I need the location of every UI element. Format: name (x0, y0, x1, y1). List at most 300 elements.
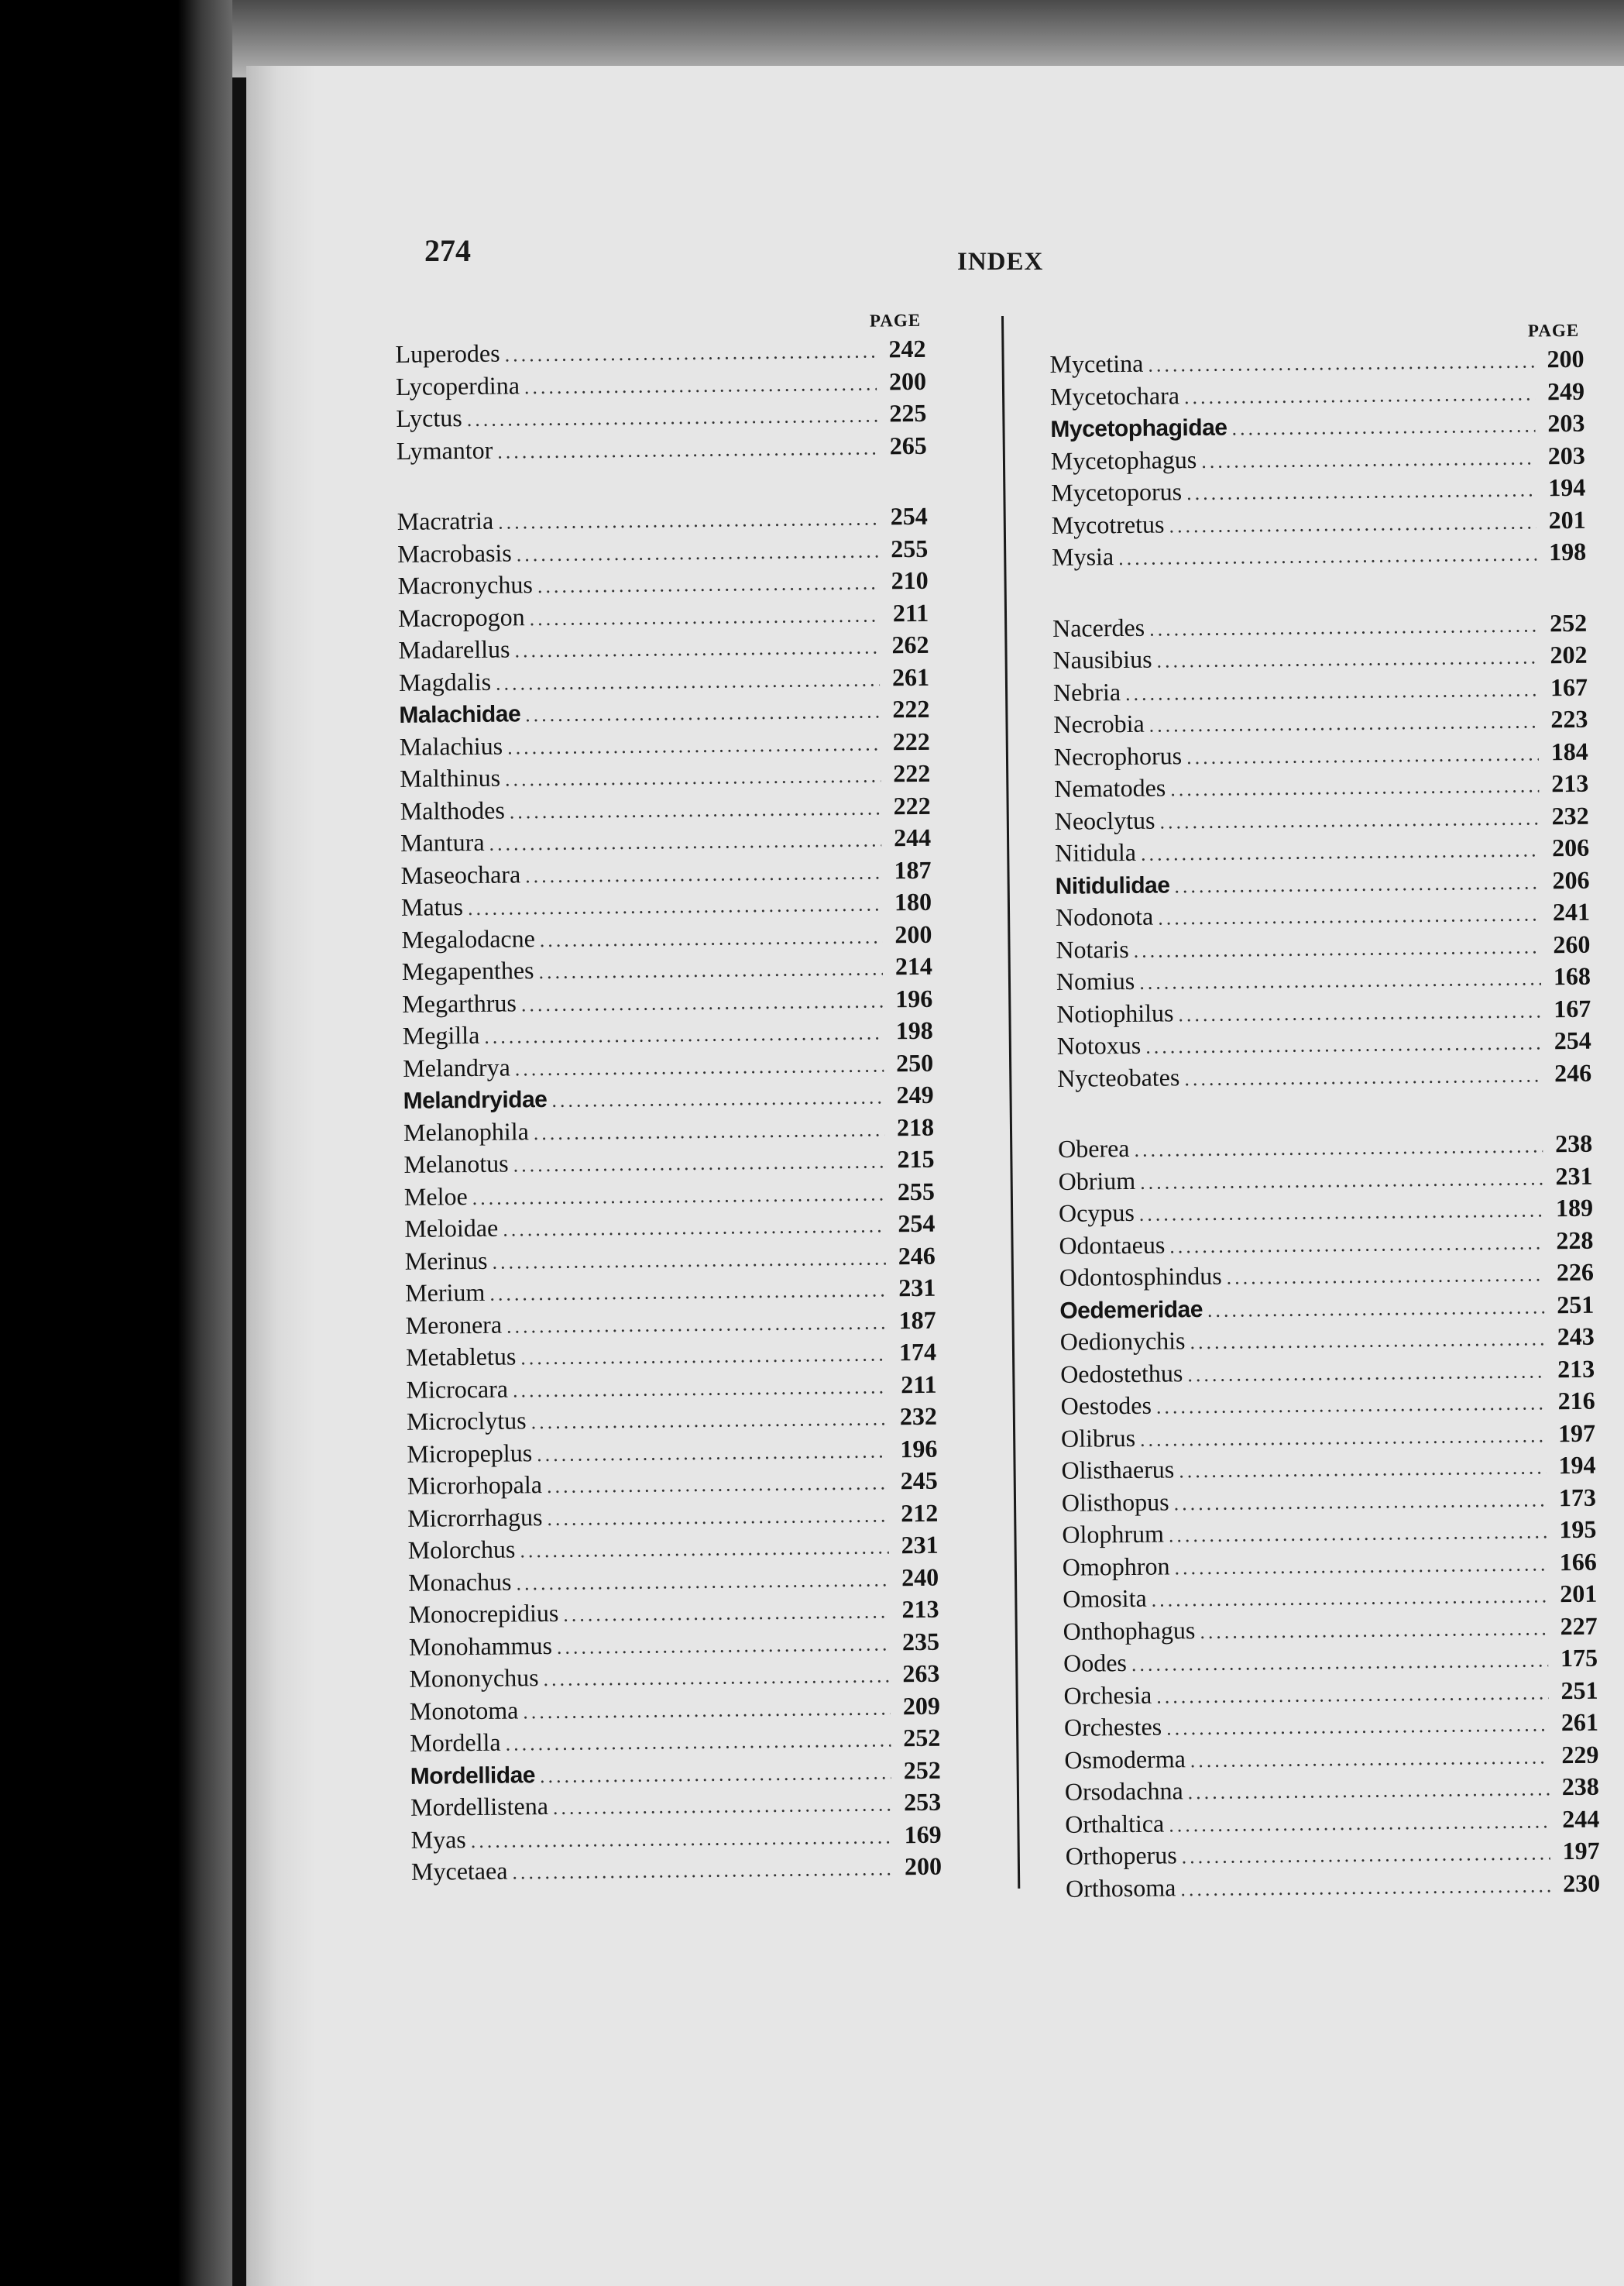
genus-name: Nausibius (1052, 645, 1152, 674)
genus-name: Olisthopus (1061, 1487, 1169, 1517)
dot-leader (1141, 834, 1540, 870)
index-entry (1062, 1514, 1596, 1552)
index-entry (1061, 1417, 1595, 1455)
dot-leader (1174, 866, 1540, 902)
genus-name: Lymantor (396, 435, 493, 465)
page-ref: 263 (902, 1659, 940, 1688)
index-entry (405, 1239, 936, 1277)
dot-leader (1149, 609, 1537, 645)
index-entry (1059, 1288, 1594, 1326)
page-ref: 249 (1547, 376, 1585, 405)
dot-leader (525, 856, 882, 892)
index-entry (396, 365, 926, 403)
dot-leader (1181, 1837, 1550, 1872)
page-ref: 213 (901, 1594, 939, 1624)
dot-leader (505, 1724, 891, 1760)
genus-name: Mysia (1051, 542, 1114, 571)
genus-name: Nycteobates (1057, 1062, 1180, 1092)
index-entry (1053, 703, 1588, 741)
dot-leader (537, 1435, 888, 1470)
page-ref: 228 (1556, 1226, 1594, 1254)
index-entry (409, 1658, 939, 1696)
dot-leader (1156, 1387, 1546, 1423)
index-entry (409, 1625, 939, 1663)
page-ref: 255 (891, 534, 929, 562)
dot-leader (1148, 705, 1538, 741)
genus-name: Microclytus (406, 1406, 527, 1435)
page-ref: 215 (897, 1144, 935, 1174)
page-ref: 261 (1560, 1707, 1599, 1737)
index-entry (398, 629, 929, 667)
genus-name: Myas (410, 1824, 466, 1854)
page-ref: 194 (1558, 1450, 1596, 1480)
genus-name: Nodonota (1055, 902, 1154, 931)
index-entry (403, 1143, 934, 1181)
dot-leader (517, 535, 879, 570)
index-entry (1065, 1771, 1599, 1809)
index-entry (1059, 1192, 1593, 1230)
index-entry (1055, 832, 1589, 870)
page-ref: 223 (1550, 704, 1588, 734)
genus-name: Lycoperdina (395, 370, 520, 400)
index-entry (400, 822, 931, 860)
entry-list-left (395, 333, 942, 1889)
scan-edge-left (0, 0, 232, 2286)
dot-leader (1156, 641, 1537, 677)
page-ref: 180 (894, 887, 932, 916)
genus-name: Oestodes (1060, 1391, 1152, 1420)
dot-leader (1158, 898, 1540, 934)
dot-leader (547, 1466, 888, 1502)
page-ref: 254 (1554, 1026, 1591, 1055)
index-entry (397, 565, 928, 603)
dot-leader (489, 823, 881, 860)
index-entry (407, 1401, 937, 1439)
page-ref: 265 (889, 431, 927, 459)
index-entry (410, 1818, 941, 1856)
dot-leader (497, 431, 877, 468)
genus-name: Odontosphindus (1059, 1261, 1222, 1291)
genus-name: Notiophilus (1056, 998, 1174, 1028)
index-entry (1064, 1738, 1598, 1776)
index-entry (1055, 864, 1589, 902)
index-entry (401, 886, 932, 924)
page-ref: 231 (898, 1273, 936, 1302)
page-ref: 202 (1550, 640, 1588, 669)
dot-leader (504, 335, 876, 371)
dot-leader (1169, 1805, 1550, 1841)
page-ref: 225 (889, 398, 927, 428)
genus-name: Molorchus (407, 1535, 516, 1564)
index-entry (401, 918, 932, 956)
genus-name: Mononychus (409, 1663, 539, 1693)
genus-name: Megalodacne (401, 923, 535, 954)
page-ref: 213 (1551, 768, 1589, 798)
dot-leader (467, 399, 877, 435)
genus-name: Monohammus (408, 1631, 553, 1661)
index-entry (1053, 671, 1588, 709)
genus-name: Orthoperus (1065, 1841, 1177, 1870)
dot-leader (503, 1209, 886, 1246)
page-ref: 196 (895, 984, 933, 1012)
genus-name: Monocrepidius (408, 1598, 559, 1628)
dot-leader (1125, 673, 1538, 710)
index-entry (403, 1111, 934, 1149)
index-entry (403, 1047, 933, 1085)
running-head: INDEX (957, 248, 1044, 276)
page-ref: 198 (1548, 537, 1587, 566)
dot-leader (1186, 737, 1539, 773)
index-entry (407, 1432, 937, 1470)
dot-leader (505, 759, 881, 796)
index-entry (404, 1208, 935, 1246)
index-entry (1056, 896, 1590, 934)
index-entry (1052, 639, 1587, 677)
index-entry (1052, 504, 1586, 541)
index-entry (410, 1690, 940, 1727)
dot-leader (1156, 1676, 1549, 1713)
dot-leader (537, 566, 879, 602)
index-entry (404, 1175, 935, 1213)
genus-name: Mordella (410, 1727, 501, 1757)
index-entry (405, 1272, 936, 1310)
dot-leader (515, 1049, 884, 1085)
dot-leader (1140, 1419, 1546, 1456)
page-ref: 246 (898, 1241, 936, 1270)
dot-leader (512, 1852, 892, 1889)
page-ref: 201 (1560, 1579, 1598, 1608)
page-ref: 222 (893, 791, 931, 820)
genus-name: Oodes (1063, 1648, 1128, 1677)
dot-leader (1169, 1226, 1544, 1263)
page-ref: 250 (895, 1048, 934, 1077)
dot-leader (520, 1531, 889, 1566)
index-entry (407, 1465, 938, 1503)
page-ref: 245 (900, 1466, 938, 1495)
page-ref: 255 (897, 1177, 936, 1205)
dot-leader (1190, 1322, 1545, 1358)
index-entry (1063, 1545, 1597, 1583)
dot-leader (1151, 1580, 1547, 1616)
page-ref: 206 (1552, 865, 1590, 894)
genus-name: Orchestes (1063, 1712, 1162, 1741)
dot-leader (547, 1499, 888, 1535)
genus-name: Megilla (402, 1020, 480, 1050)
genus-name: Lyctus (396, 404, 462, 432)
genus-name: Nomius (1056, 966, 1135, 995)
index-entry (1063, 1610, 1597, 1648)
page-ref: 253 (903, 1787, 942, 1817)
index-entry (397, 500, 928, 538)
index-entry (410, 1722, 940, 1760)
page-ref: 167 (1550, 672, 1588, 701)
page-ref: 249 (896, 1080, 934, 1109)
genus-name: Meloidae (404, 1213, 499, 1243)
dot-leader (1184, 377, 1535, 413)
family-name: Melandryidae (403, 1087, 548, 1114)
genus-name: Nematodes (1054, 773, 1166, 803)
dot-leader (529, 599, 879, 634)
index-entry (405, 1304, 936, 1342)
genus-name: Nebria (1052, 677, 1121, 706)
page-ref: 166 (1559, 1547, 1597, 1576)
genus-name: Maseochara (400, 859, 521, 889)
genus-name: Melanophila (403, 1116, 529, 1146)
dot-leader (1148, 345, 1535, 381)
dot-leader (1186, 473, 1536, 509)
dot-leader (516, 1563, 889, 1600)
genus-name: Onthophagus (1063, 1615, 1196, 1645)
page-ref: 218 (896, 1112, 935, 1141)
genus-name: Mycetophagus (1050, 445, 1197, 475)
index-entry (1056, 992, 1591, 1030)
index-entry (1063, 1642, 1598, 1680)
index-entry (1064, 1707, 1598, 1745)
index-entry (1057, 1057, 1591, 1095)
genus-name: Matus (400, 892, 464, 921)
index-entry (1056, 928, 1590, 966)
page-ref: 226 (1556, 1257, 1595, 1287)
dot-leader (551, 1081, 884, 1116)
dot-leader (1184, 1059, 1542, 1095)
page-ref: 197 (1557, 1418, 1596, 1447)
index-entry (1059, 1224, 1593, 1262)
dot-leader (521, 985, 884, 1020)
page-ref: 213 (1557, 1354, 1595, 1383)
page-ref: 209 (902, 1691, 941, 1720)
dot-leader (484, 1016, 884, 1053)
page-ref: 197 (1562, 1836, 1600, 1865)
index-entry (408, 1561, 939, 1599)
dot-leader (471, 1820, 892, 1857)
genus-name: Metabletus (405, 1342, 517, 1371)
dot-leader (1187, 1355, 1545, 1391)
page-ref: 261 (891, 662, 930, 691)
index-entry (1052, 607, 1587, 645)
page-ref: 200 (894, 920, 932, 948)
index-column-left (395, 308, 942, 1889)
dot-leader (524, 367, 877, 403)
dot-leader (1187, 1772, 1550, 1808)
page-ref: 238 (1554, 1129, 1593, 1158)
index-entry (1049, 343, 1584, 381)
genus-name: Microcara (406, 1374, 509, 1404)
page-ref: 232 (1551, 801, 1589, 830)
page-ref: 200 (888, 366, 927, 395)
page-number: 274 (424, 233, 471, 268)
index-entry (1054, 735, 1588, 773)
page-ref: 200 (1547, 344, 1585, 373)
page-ref: 212 (901, 1498, 939, 1527)
index-entry (403, 1015, 933, 1053)
index-entry (1058, 1128, 1592, 1166)
page-ref: 244 (1562, 1804, 1600, 1833)
genus-name: Madarellus (398, 634, 510, 664)
genus-name: Meloe (403, 1181, 468, 1211)
genus-name: Mycetina (1049, 349, 1144, 378)
page-ref: 198 (895, 1016, 933, 1045)
dot-leader (520, 1338, 887, 1373)
index-entry (399, 693, 929, 731)
index-entry (411, 1851, 942, 1889)
genus-name: Malthinus (400, 763, 501, 792)
page-ref: 251 (1557, 1290, 1595, 1318)
dot-leader (540, 1756, 891, 1792)
genus-name: Mantura (400, 827, 485, 857)
dot-leader (468, 888, 882, 924)
page-ref: 173 (1558, 1483, 1597, 1511)
index-entry (1065, 1803, 1599, 1841)
index-entry (1063, 1674, 1598, 1712)
dot-leader (543, 1659, 890, 1695)
dot-leader (1140, 1162, 1543, 1198)
genus-name: Obrium (1058, 1166, 1136, 1195)
genus-name: Necrobia (1053, 709, 1145, 738)
page-ref: 227 (1560, 1611, 1598, 1640)
page-ref: 252 (903, 1723, 941, 1752)
dot-leader (1166, 1708, 1549, 1745)
page-ref: 211 (901, 1370, 937, 1398)
page-ref: 254 (898, 1208, 936, 1238)
genus-name: Osmoderma (1064, 1744, 1186, 1774)
dot-leader (1139, 962, 1541, 999)
genus-name: Macropogon (397, 602, 525, 632)
dot-leader (540, 920, 883, 956)
genus-name: Monotoma (409, 1695, 519, 1725)
page-ref: 203 (1547, 441, 1585, 469)
page-ref: 222 (892, 694, 930, 724)
page-ref: 242 (888, 334, 926, 363)
genus-name: Odontaeus (1059, 1230, 1166, 1260)
genus-name: Neoclytus (1054, 806, 1155, 835)
index-entry (408, 1529, 939, 1567)
index-entry (1054, 768, 1588, 806)
dot-leader (513, 1145, 884, 1181)
index-entry (403, 1079, 933, 1117)
dot-leader (498, 502, 878, 538)
dot-leader (489, 1274, 886, 1310)
page-ref: 214 (894, 951, 933, 981)
genus-name: Olisthaerus (1061, 1455, 1175, 1484)
page-ref: 168 (1553, 961, 1591, 991)
genus-name: Luperodes (395, 339, 500, 368)
index-entry (399, 661, 929, 699)
dot-leader (506, 1306, 887, 1342)
genus-name: Mycetochara (1049, 380, 1180, 411)
family-name: Mordellidae (410, 1762, 536, 1789)
index-entry (1057, 1025, 1591, 1063)
genus-name: Merinus (404, 1246, 488, 1275)
index-entry (1060, 1385, 1595, 1423)
page-ref: 201 (1548, 505, 1586, 534)
dot-leader (1169, 1515, 1547, 1552)
dot-leader (1118, 538, 1536, 574)
family-name: Oedemeridae (1059, 1296, 1203, 1324)
page-ref: 194 (1548, 473, 1586, 502)
dot-leader (525, 695, 881, 730)
genus-name: Orthaltica (1065, 1809, 1165, 1838)
genus-name: Mordellistena (410, 1792, 549, 1821)
page-ref: 195 (1559, 1514, 1597, 1544)
page-ref: 244 (893, 823, 932, 852)
genus-name: Omosita (1063, 1583, 1147, 1613)
dot-leader (1145, 1026, 1542, 1063)
index-entry (1050, 407, 1585, 445)
genus-name: Necrophorus (1053, 741, 1183, 771)
genus-name: Mycetaea (410, 1856, 508, 1886)
dot-leader (1174, 1548, 1547, 1584)
genus-name: Microrrhagus (407, 1502, 543, 1532)
genus-name: Magdalis (398, 667, 492, 696)
dot-leader (1139, 1194, 1544, 1230)
dot-leader (1180, 1869, 1550, 1906)
genus-name: Olibrus (1060, 1423, 1136, 1452)
page-ref: 210 (891, 565, 929, 595)
dot-leader (1134, 1129, 1543, 1166)
page-ref: 175 (1560, 1643, 1598, 1672)
family-name: Malachidae (399, 701, 521, 728)
page-ref: 254 (890, 501, 928, 531)
genus-name: Melandrya (403, 1052, 510, 1082)
index-entry (1066, 1867, 1600, 1905)
genus-name: Omophron (1062, 1551, 1170, 1581)
genus-name: Microrhopala (407, 1470, 543, 1500)
dot-leader (510, 792, 881, 828)
genus-name: Megapenthes (401, 956, 534, 985)
page-ref: 231 (901, 1530, 939, 1559)
page-ref: 232 (899, 1401, 938, 1431)
dot-leader (553, 1788, 892, 1824)
page-ref: 238 (1561, 1772, 1599, 1801)
dot-leader (507, 727, 881, 764)
genus-name: Orchesia (1063, 1680, 1152, 1710)
page-ref: 260 (1553, 930, 1591, 958)
page-ref: 211 (892, 598, 929, 627)
index-entry (402, 982, 932, 1020)
page-ref: 167 (1554, 994, 1591, 1023)
page-ref: 200 (904, 1851, 942, 1881)
index-entry (397, 429, 927, 467)
page-ref: 189 (1555, 1193, 1594, 1222)
dot-leader (1169, 506, 1536, 541)
genus-name: Mycetoporus (1051, 477, 1183, 507)
genus-name: Nitidula (1054, 837, 1137, 867)
index-entry (400, 854, 931, 892)
dot-leader (492, 1242, 886, 1278)
dot-leader (538, 952, 883, 988)
genus-name: Meronera (405, 1310, 503, 1339)
index-entry (1062, 1481, 1596, 1519)
page-ref: 203 (1547, 408, 1585, 438)
index-entry (397, 532, 928, 570)
index-entry (406, 1368, 936, 1406)
dot-leader (514, 631, 879, 666)
page-ref: 241 (1552, 897, 1591, 926)
genus-name: Malachius (399, 731, 503, 761)
genus-name: Orthosoma (1065, 1872, 1176, 1903)
index-entry (1052, 536, 1586, 574)
index-column-right (1049, 318, 1600, 1905)
index-entry (398, 596, 929, 634)
page-ref: 231 (1555, 1161, 1593, 1190)
page-ref: 246 (1554, 1058, 1592, 1087)
dot-leader (513, 1370, 888, 1407)
family-name: Nitidulidae (1055, 871, 1170, 899)
dot-leader (530, 1402, 888, 1438)
dot-leader (1226, 1258, 1544, 1294)
dot-leader (1190, 1741, 1550, 1776)
index-entry (402, 950, 932, 988)
